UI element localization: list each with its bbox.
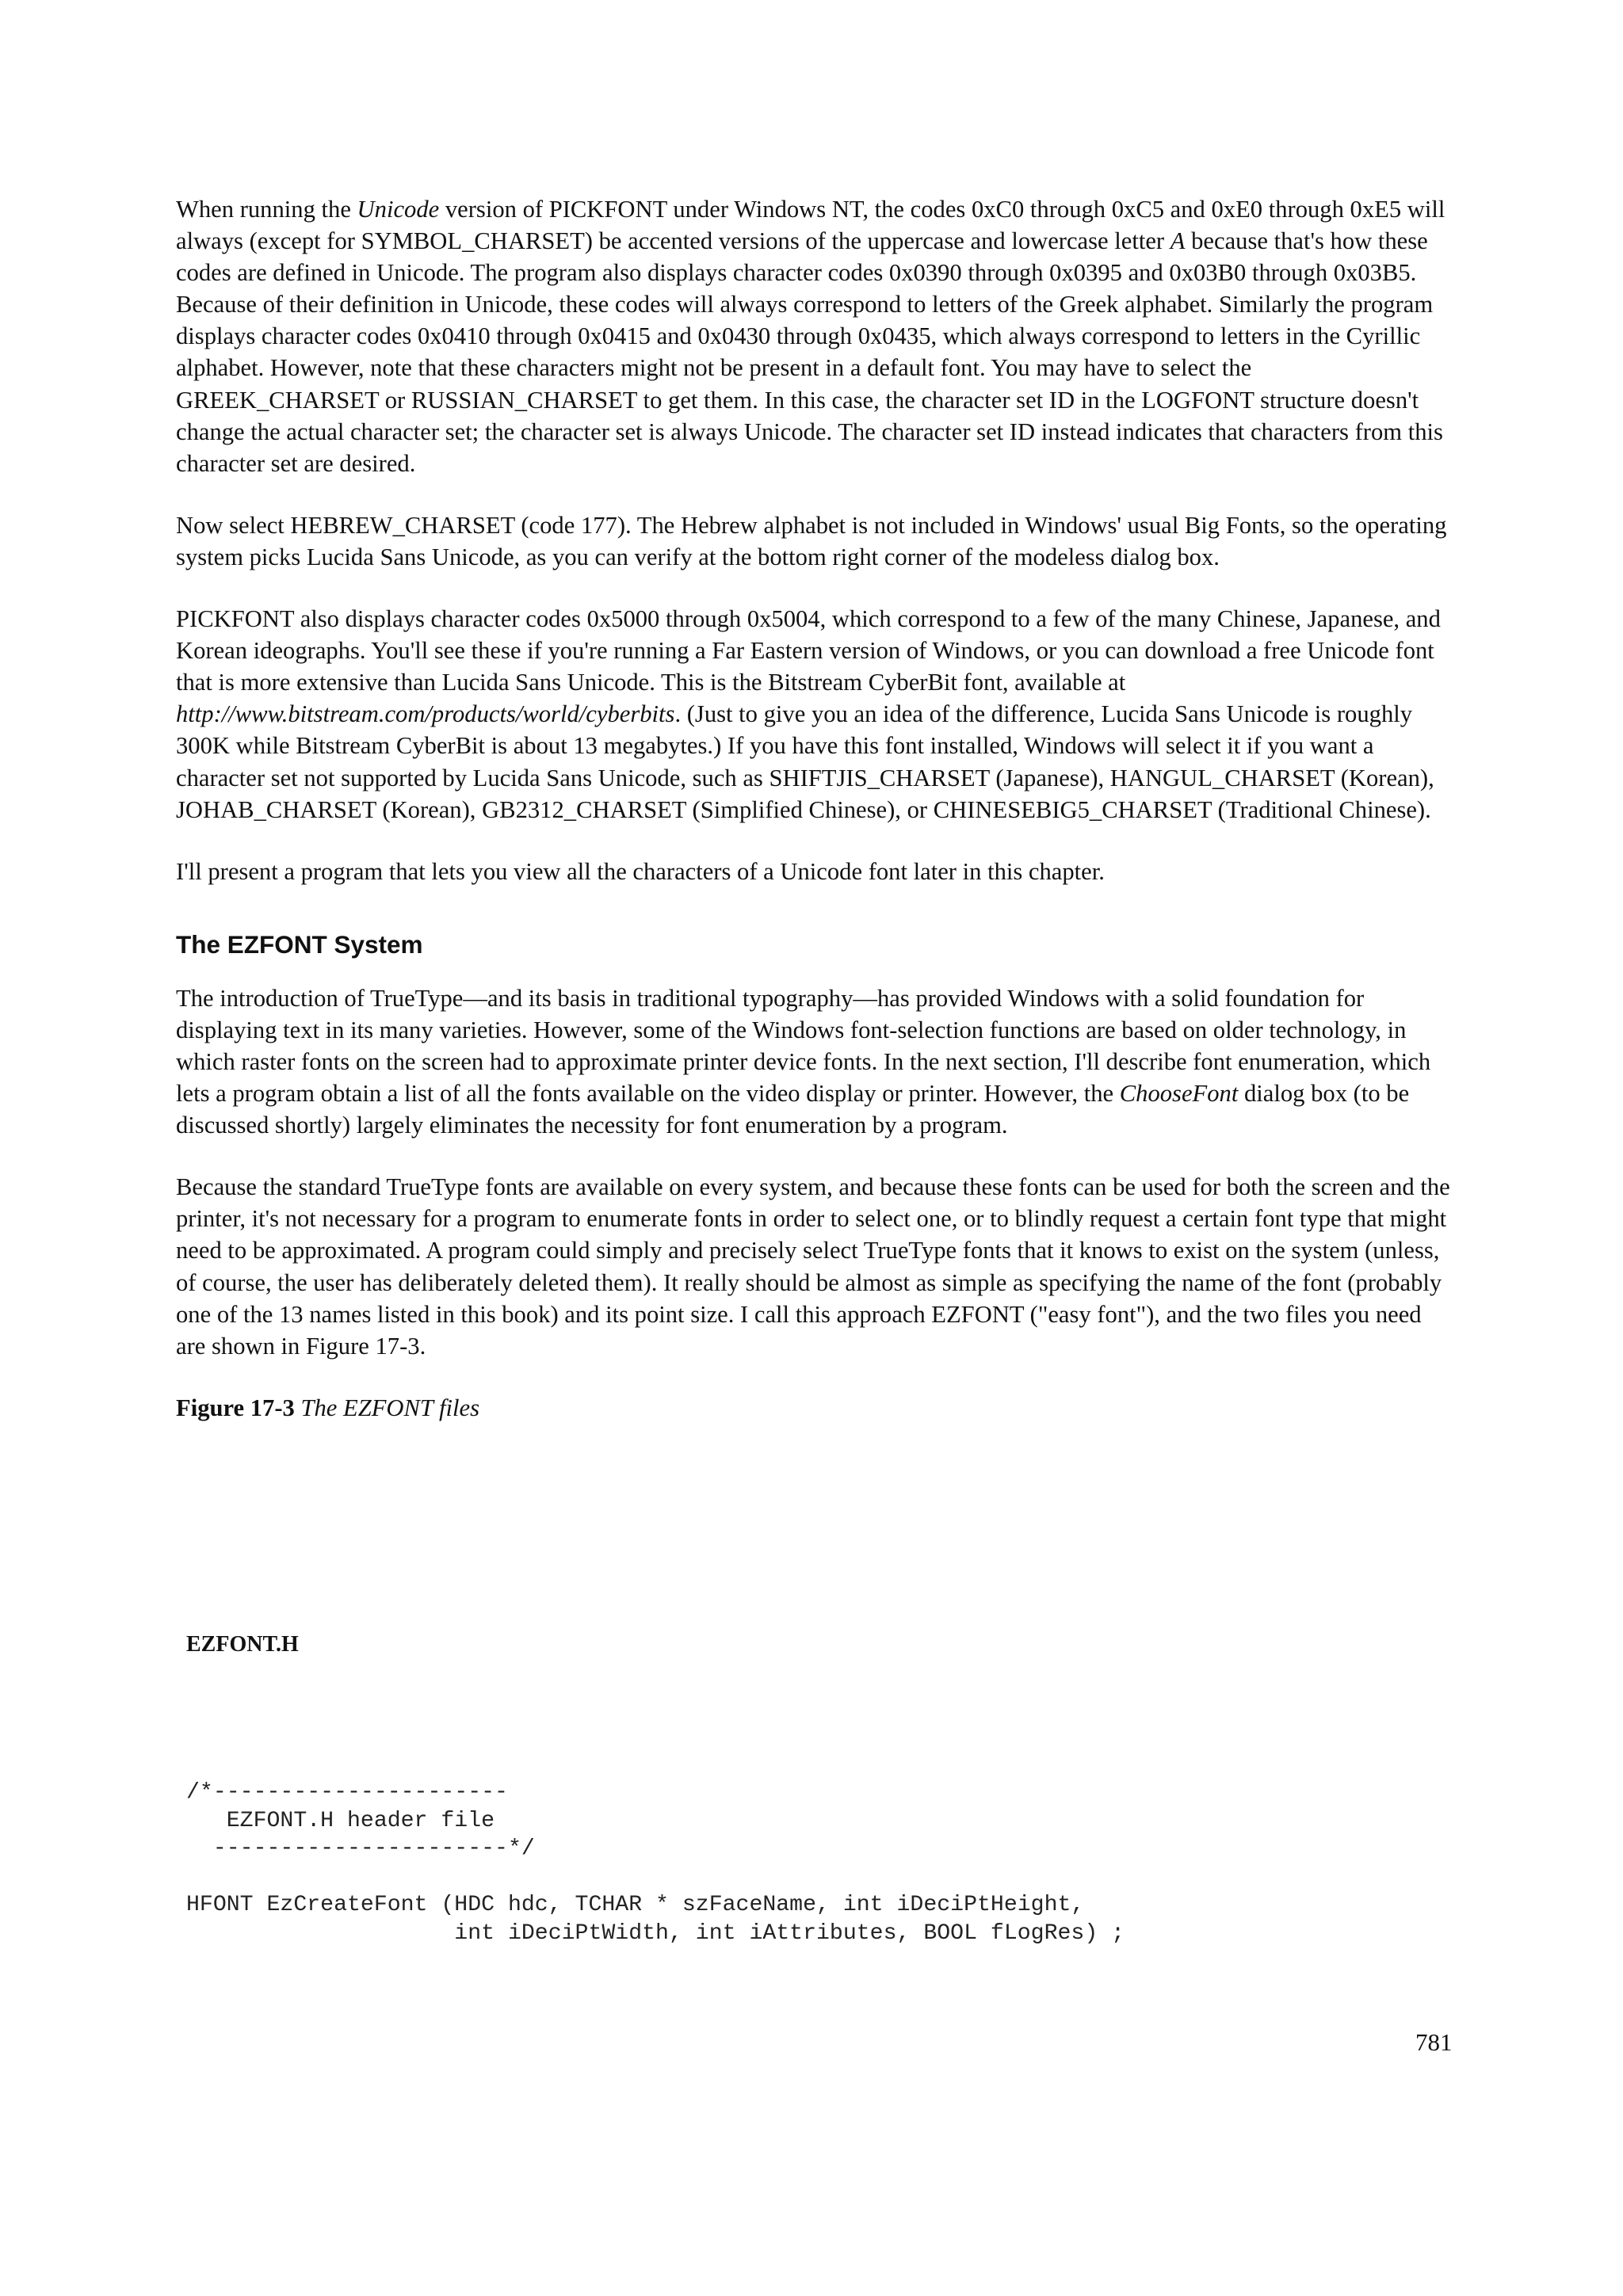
text-run: . (Just to give you an idea of the difference, Lucida Sans Unicode is roughly 300K while Bitstream CyberBit is about 13 megabytes.) If you have this font installed, Windows will select it if you want a character set not supported by Lucida Sans Unicode, such as SHIFTJIS_CHARSET (Japanese), HANGUL_CHARSET (Korean), JOHAB_CHARSET (Korean), GB2312_CHARSET (Simplified Chinese), or CHINESEBIG5_CHARSET (Traditional Chinese).: [176, 700, 1434, 823]
figure-number: Figure 17-3: [176, 1394, 295, 1421]
section-heading: The EZFONT System: [176, 929, 423, 959]
page-number: 781: [1415, 2028, 1453, 2056]
italic-text: ChooseFont: [1119, 1080, 1239, 1108]
body-paragraph: [176, 603, 1455, 826]
text-run: Because the standard TrueType fonts are available on every system, and because these fonts can be used for both the screen and the printer, it's not necessary for a program to enumerate fonts in order to select one, or to blindly request a certain font type that might need to be approximated. A program could simply and precisely select TrueType fonts that it knows to exist on the system (unless, of course, the user has deliberately deleted them). It really should be almost as simple as specifying the name of the font (probably one of the 13 names listed in this book) and its point size. I call this approach EZFONT ("easy font"), and the two files you need are shown in Figure 17-3.: [176, 1173, 1450, 1360]
code-listing: /*---------------------- EZFONT.H header file ----------------------*/ HFONT EzCreateFont (HDC hdc, TCHAR * szFaceName, int iDeciPtHeight, int iDeciPtWidth, int iAttributes, BOOL fLogRes) ;: [186, 1780, 1125, 1946]
body-paragraph: [176, 982, 1455, 1141]
italic-text: A: [1170, 227, 1186, 255]
italic-text: Unicode: [357, 196, 440, 223]
text-run: version of PICKFONT under Windows NT, the codes 0xC0 through 0xC5 and 0xE0 through 0xE5 will always (except for SYMBOL_CHARSET) be accented versions of the uppercase and lowercase letter: [176, 196, 1445, 255]
body-paragraphs: [176, 193, 1455, 887]
text-run: PICKFONT also displays character codes 0x5000 through 0x5004, which correspond to a few of the many Chinese, Japanese, and Korean ideographs. You'll see these if you're running a Far Eastern version of Windows, or you can download a free Unicode font that is more extensive than Lucida Sans Unicode. This is the Bitstream CyberBit font, available at: [176, 605, 1441, 696]
body-paragraph: [176, 509, 1455, 573]
page-content: [176, 193, 1455, 1424]
text-run: When running the: [176, 196, 357, 223]
text-run: Now select HEBREW_CHARSET (code 177). The Hebrew alphabet is not included in Windows' usual Big Fonts, so the operating system picks Lucida Sans Unicode, as you can verify at the bottom right corner of the modeless dialog box.: [176, 511, 1447, 570]
text-run: I'll present a program that lets you view all the characters of a Unicode font later in this chapter.: [176, 857, 1105, 885]
section-paragraphs: [176, 982, 1455, 1362]
code-file-label: EZFONT.H: [186, 1632, 299, 1657]
body-paragraph: [176, 193, 1455, 479]
text-run: The introduction of TrueType—and its basis in traditional typography—has provided Windows with a solid foundation for displaying text in its many varieties. However, some of the Windows font-selection functions are based on older technology, in which raster fonts on the screen had to approximate printer device fonts. In the next section, I'll describe font enumeration, which lets a program obtain a list of all the fonts available on the video display or printer. However, the: [176, 984, 1431, 1108]
figure-title: The EZFONT files: [300, 1394, 480, 1421]
body-paragraph: [176, 1171, 1455, 1362]
italic-text: http://www.bitstream.com/products/world/cyberbits: [176, 700, 675, 728]
text-run: dialog box (to be discussed shortly) largely eliminates the necessity for font enumeration by a program.: [176, 1080, 1410, 1139]
figure-caption: [176, 1392, 1455, 1424]
body-paragraph: [176, 856, 1455, 887]
text-run: because that's how these codes are defined in Unicode. The program also displays character codes 0x0390 through 0x0395 and 0x03B0 through 0x03B5. Because of their definition in Unicode, these codes will always correspond to letters of the Greek alphabet. Similarly the program displays character codes 0x0410 through 0x0415 and 0x0430 through 0x0435, which always correspond to letters in the Cyrillic alphabet. However, note that these characters might not be present in a default font. You may have to select the GREEK_CHARSET or RUSSIAN_CHARSET to get them. In this case, the character set ID in the LOGFONT structure doesn't change the actual character set; the character set is always Unicode. The character set ID instead indicates that characters from this character set are desired.: [176, 227, 1443, 477]
